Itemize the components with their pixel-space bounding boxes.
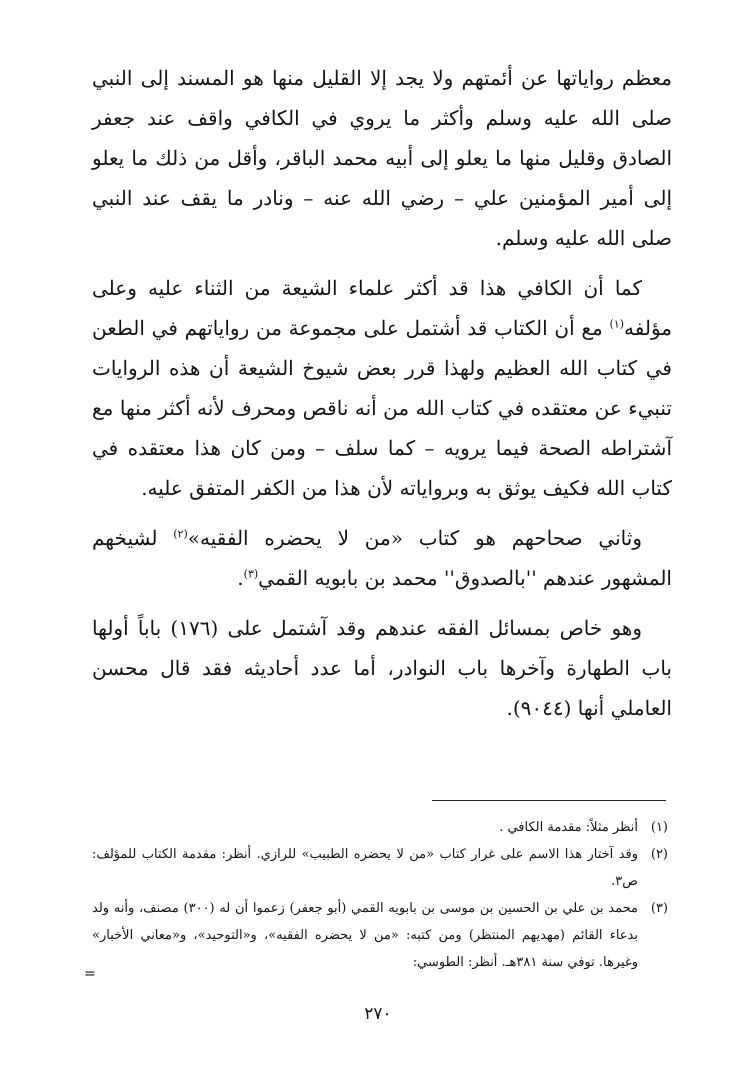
paragraph-1-text: معظم رواياتها عن أئمتهم ولا يجد إلا القليل منها هو المسند إلى النبي صلى الله عليه وسلم وأكثر ما يروي في الكافي واقف عند جعفر الصادق وقليل منها ما يعلو إلى أبيه محمد الباقر، وأقل من ذلك ما يعلو إلى أمير المؤمنين علي – رضي الله عنه – ونادر ما يقف عند النبي صلى الله عليه وسلم. (92, 66, 672, 250)
footnote-separator (432, 800, 666, 801)
footnote-3 (92, 895, 668, 976)
paragraph-2-text-a: كما أن الكافي هذا قد أكثر علماء الشيعة من الثناء عليه وعلى مؤلفه (92, 276, 672, 340)
footnotes (92, 814, 668, 976)
footnote-number: (١) (650, 820, 668, 835)
footnote-text: وقد آختار هذا الاسم على غرار كتاب «من لا يحضره الطبيب» للرازي. أنظر: مقدمة الكتاب للمؤلف: ص٣. (92, 847, 638, 889)
footnote-ref-2: (٢) (173, 527, 188, 541)
continuation-mark: = (84, 966, 96, 982)
footnote-1 (92, 814, 668, 841)
footnote-ref-1: (١) (609, 317, 625, 331)
footnote-ref-3: (٣) (243, 567, 259, 581)
paragraph-3-text-b: لشيخهم المشهور عندهم ''بالصدوق'' محمد بن بابويه القمي (92, 526, 672, 590)
paragraph-4-text: وهو خاص بمسائل الفقه عندهم وقد آشتمل على (١٧٦) باباً أولها باب الطهارة وآخرها باب النوادر، أما عدد أحاديثه فقد قال محسن العاملي أنها (٩٠٤٤). (92, 616, 672, 720)
paragraph-4 (92, 608, 672, 728)
paragraph-1 (92, 58, 672, 258)
footnote-text: محمد بن علي بن الحسين بن موسى بن بابويه القمي (أبو جعفر) زعموا أن له (٣٠٠) مصنف، وأنه ولد بدعاء القائم (مهديهم المنتظر) ومن كتبه: «من لا يحضره الفقيه»، و«التوحيد»، و«معاني الأخبار» وغيرها. توفي سنة ٣٨١هـ. أنظر: الطوسي: (92, 901, 638, 970)
paragraph-2 (92, 268, 672, 508)
footnote-number: (٣) (650, 901, 668, 916)
footnote-text: أنظر مثلاً: مقدمة الكافي . (499, 820, 638, 835)
paragraph-3-text-a: وثاني صحاحهم هو كتاب «من لا يحضره الفقيه» (187, 526, 642, 550)
footnote-number: (٢) (650, 847, 668, 862)
footnote-2 (92, 841, 668, 895)
paragraph-3-text-c: . (237, 566, 244, 590)
page-number: ٢٧٠ (364, 1004, 392, 1024)
paragraph-3 (92, 518, 672, 598)
paragraph-2-text-b: مع أن الكتاب قد أشتمل على مجموعة من رواياتهم في الطعن في كتاب الله العظيم ولهذا قرر بعض شيوخ الشيعة أن هذه الروايات تنبيء عن معتقده في كتاب الله من أنه ناقص ومحرف لأنه أكثر منها مع آشتراطه الصحة فيما يرويه – كما سلف – ومن كان هذا معتقده في كتاب الله فكيف يوثق به وبرواياته لأن هذا من الكفر المتفق عليه. (92, 316, 672, 500)
main-text (92, 58, 672, 728)
